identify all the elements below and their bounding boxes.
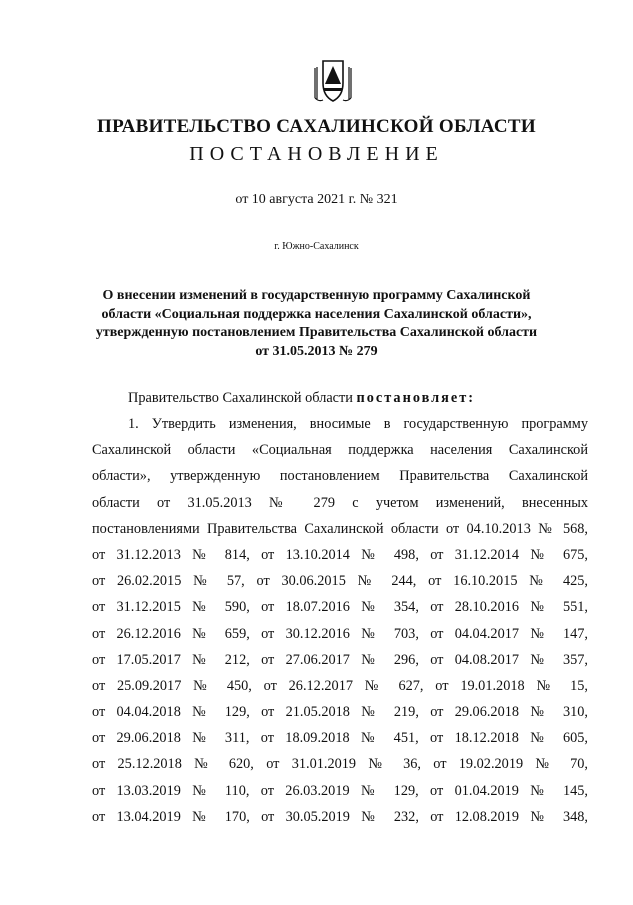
subject-line: от 31.05.2013 № 279 (255, 343, 378, 359)
document-city: г. Южно-Сахалинск (274, 241, 359, 252)
intro-prefix: Правительство Сахалинской области (128, 390, 353, 406)
body-line: от 13.04.2019 № 170, от 30.05.2019 № 232, от 12.08.2019 № 348, (92, 808, 588, 825)
body-line: от 29.06.2018 № 311, от 18.09.2018 № 451, от 18.12.2018 № 605, (92, 730, 588, 747)
body-line: от 25.09.2017 № 450, от 26.12.2017 № 627, от 19.01.2018 № 15, (92, 677, 588, 694)
body-line: от 25.12.2018 № 620, от 31.01.2019 № 36, от 19.02.2019 № 70, (92, 756, 588, 773)
subject-line: О внесении изменений в государственную программу Сахалинской (102, 288, 531, 303)
intro-action: постановляет: (356, 390, 476, 406)
body-line: от 26.02.2015 № 57, от 30.06.2015 № 244, от 16.10.2015 № 425, (92, 573, 588, 590)
body-line: Сахалинской области «Социальная поддержка населения Сахалинской (92, 442, 588, 459)
document-body (92, 385, 588, 830)
body-line: постановлениями Правительства Сахалинской области от 04.10.2013 № 568, (92, 520, 588, 537)
subject-line: утвержденную постановлением Правительства Сахалинской области (95, 325, 538, 340)
body-line: области от 31.05.2013 № 279 с учетом изменений, внесенных (92, 494, 588, 511)
document-subject (60, 287, 573, 361)
intro-paragraph (128, 385, 588, 411)
body-line: от 13.03.2019 № 110, от 26.03.2019 № 129, от 01.04.2019 № 145, (92, 782, 588, 799)
document-date: от 10 августа 2021 г. № 321 (235, 192, 398, 207)
body-line: области», утвержденную постановлением Правительства Сахалинской (92, 468, 588, 485)
body-line: от 31.12.2013 № 814, от 13.10.2014 № 498, от 31.12.2014 № 675, (92, 546, 588, 563)
body-line: от 17.05.2017 № 212, от 27.06.2017 № 296, от 04.08.2017 № 357, (92, 651, 588, 668)
coat-of-arms-icon (313, 58, 353, 104)
government-title: ПРАВИТЕЛЬСТВО САХАЛИНСКОЙ ОБЛАСТИ (97, 116, 536, 137)
document-type: ПОСТАНОВЛЕНИЕ (189, 143, 444, 165)
body-line: от 26.12.2016 № 659, от 30.12.2016 № 703, от 04.04.2017 № 147, (92, 625, 588, 642)
subject-line: области «Социальная поддержка населения Сахалинской области», (101, 306, 532, 322)
body-line: от 31.12.2015 № 590, от 18.07.2016 № 354, от 28.10.2016 № 551, (92, 599, 588, 616)
body-line: от 04.04.2018 № 129, от 21.05.2018 № 219, от 29.06.2018 № 310, (92, 704, 588, 721)
body-line: 1. Утвердить изменения, вносимые в государственную программу (128, 416, 588, 432)
